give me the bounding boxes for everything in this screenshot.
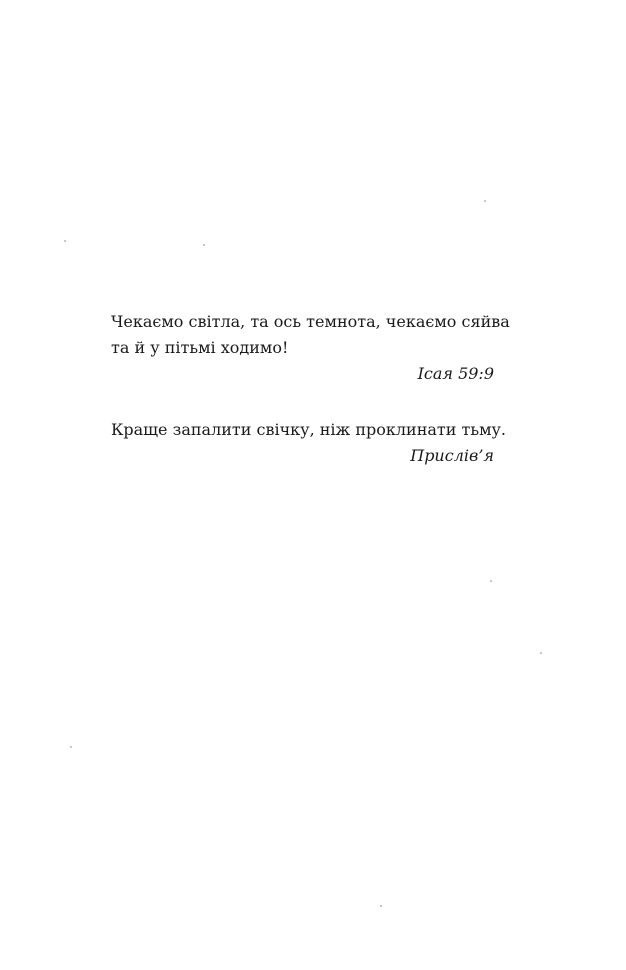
epigraph-isaiah bbox=[111, 309, 510, 387]
scan-speck bbox=[64, 240, 66, 242]
epigraph-quote-line: Чекаємо світла, та ось темнота, чекаємо сяйва bbox=[111, 312, 510, 331]
epigraph-quote-line: та й у пітьмі ходимо! bbox=[111, 338, 289, 357]
epigraph-quote-line: Краще запалити свічку, ніж проклинати тьму. bbox=[111, 420, 507, 439]
scan-speck bbox=[380, 905, 382, 907]
scan-speck bbox=[70, 746, 72, 748]
scan-speck bbox=[484, 200, 486, 202]
epigraph-proverb bbox=[111, 417, 507, 469]
scan-speck bbox=[203, 244, 205, 246]
scan-speck bbox=[490, 580, 492, 582]
scan-speck bbox=[540, 652, 542, 654]
epigraph-source: Прислів’я bbox=[410, 446, 494, 465]
epigraph-source: Ісая 59:9 bbox=[417, 364, 494, 383]
